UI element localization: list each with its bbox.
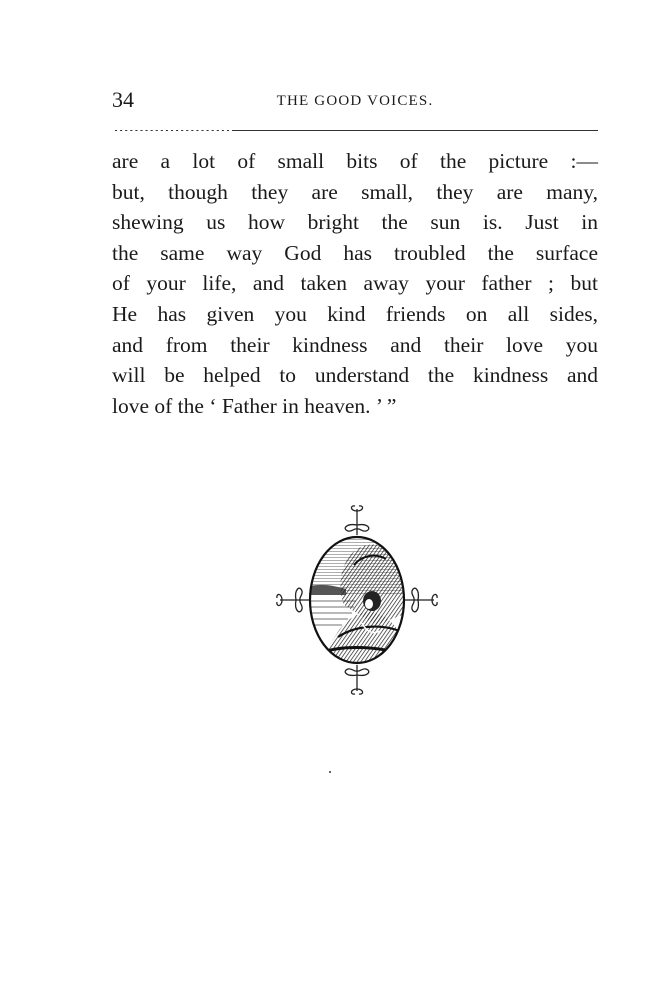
text-line: and from their kindness and their love you	[112, 332, 598, 357]
oval-vignette-engraving-icon	[276, 505, 438, 695]
text-line: love of the ‘ Father in heaven. ’ ”	[112, 393, 397, 418]
text-line: will be helped to understand the kindness and	[112, 363, 598, 388]
text-line: the same way God has troubled the surface	[112, 240, 598, 265]
bottom-flourish	[345, 665, 369, 694]
right-flourish	[404, 588, 437, 612]
text-line: shewing us how bright the sun is. Just in	[112, 210, 598, 235]
text-line: but, though they are small, they are many,	[112, 179, 598, 204]
text-line: are a lot of small bits of the picture :—	[112, 149, 598, 173]
running-title: THE GOOD VOICES.	[276, 93, 434, 109]
engraved-scene	[306, 535, 416, 665]
text-line: He has given you kind friends on all sides,	[112, 301, 598, 326]
body-paragraph	[112, 146, 598, 421]
page-number: 34	[112, 87, 134, 112]
left-flourish	[277, 588, 310, 612]
text-line: of your life, and taken away your father ; but	[112, 271, 598, 296]
print-speck	[329, 771, 331, 773]
top-flourish	[345, 506, 369, 535]
header-rule-break	[112, 130, 232, 131]
running-head	[112, 86, 598, 114]
